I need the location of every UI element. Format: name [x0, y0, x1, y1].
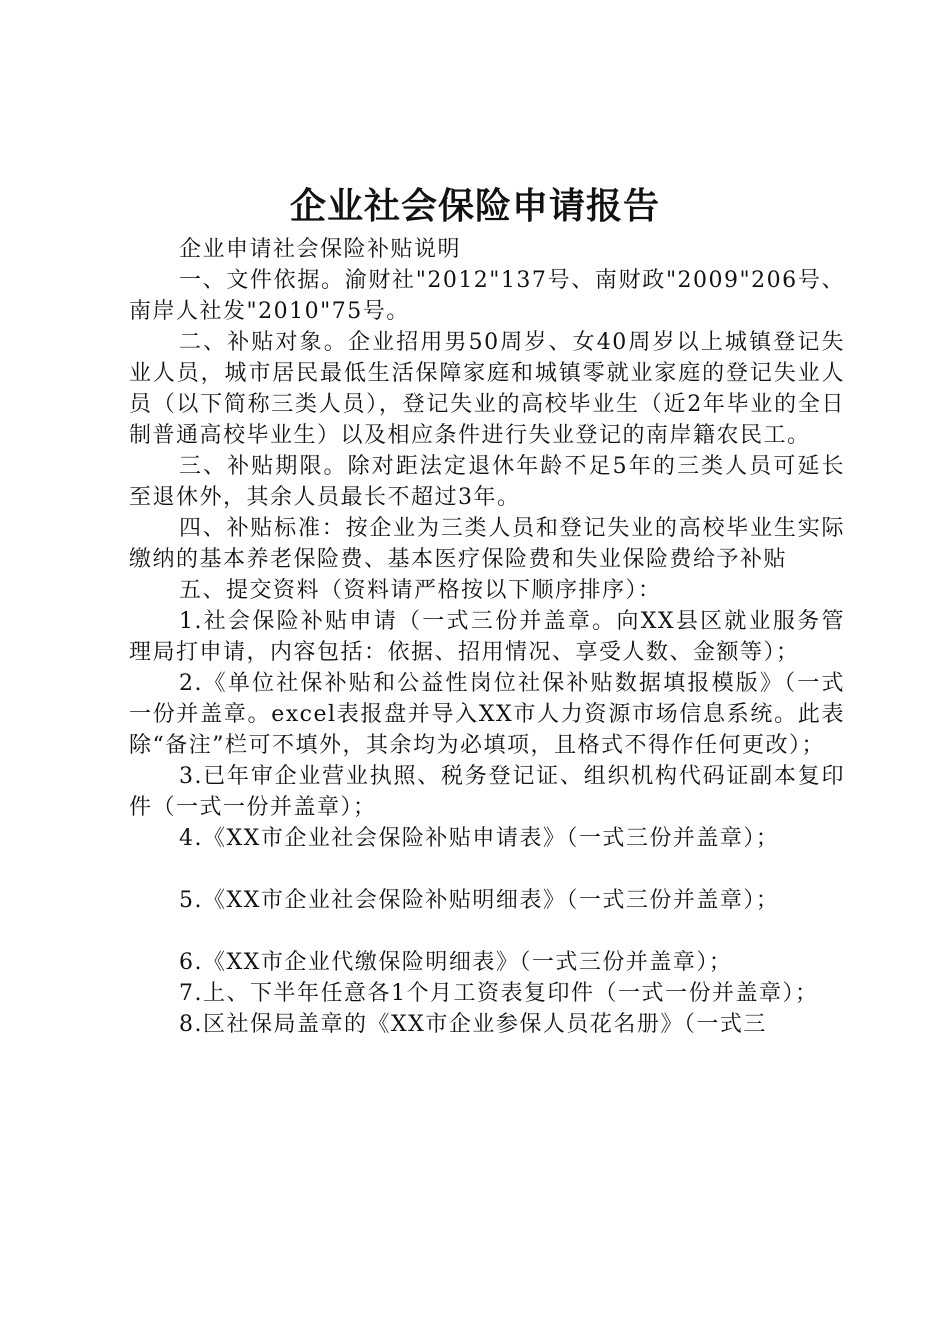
paragraph-target: 二、补贴对象。企业招用男50周岁、女40周岁以上城镇登记失业人员，城市居民最低生活保障家庭和城镇零就业家庭的登记失业人员（以下简称三类人员），登记失业的高校毕业生（近2年毕业的全日制普通高校毕业生）以及相应条件进行失业登记的南岸籍农民工。 — [129, 330, 845, 448]
paragraph-intro: 企业申请社会保险补贴说明 — [179, 237, 462, 262]
list-item: 2.《单位社保补贴和公益性岗位社保补贴数据填报模版》（一式一份并盖章。excel表报盘并导入XX市人力资源市场信息系统。此表除“备注”栏可不填外，其余均为必填项，且格式不得作任何更改）； — [129, 671, 845, 758]
paragraph-period: 三、补贴期限。除对距法定退休年龄不足5年的三类人员可延长至退休外，其余人员最长不超过3年。 — [129, 454, 845, 510]
list-item: 8.区社保局盖章的《XX市企业参保人员花名册》（一式三 — [179, 1012, 767, 1037]
document-body — [129, 234, 845, 1040]
document-title: 企业社会保险申请报告 — [289, 186, 660, 227]
list-item: 1.社会保险补贴申请（一式三份并盖章。向XX县区就业服务管理局打申请，内容包括：依据、招用情况、享受人数、金额等）； — [129, 609, 845, 665]
list-item: 6.《XX市企业代缴保险明细表》（一式三份并盖章）； — [179, 950, 733, 975]
list-item: 5.《XX市企业社会保险补贴明细表》（一式三份并盖章）； — [179, 888, 780, 913]
paragraph-materials-heading: 五、提交资料（资料请严格按以下顺序排序）： — [179, 578, 662, 603]
list-item: 3.已年审企业营业执照、税务登记证、组织机构代码证副本复印件（一式一份并盖章）； — [129, 764, 845, 820]
paragraph-standard: 四、补贴标准：按企业为三类人员和登记失业的高校毕业生实际缴纳的基本养老保险费、基本医疗保险费和失业保险费给予补贴 — [129, 516, 845, 572]
list-item: 4.《XX市企业社会保险补贴申请表》（一式三份并盖章）； — [179, 826, 780, 851]
paragraph-basis: 一、文件依据。渝财社"2012"137号、南财政"2009"206号、南岸人社发"2010"75号。 — [129, 268, 845, 324]
list-item: 7.上、下半年任意各1个月工资表复印件（一式一份并盖章）； — [179, 981, 819, 1006]
